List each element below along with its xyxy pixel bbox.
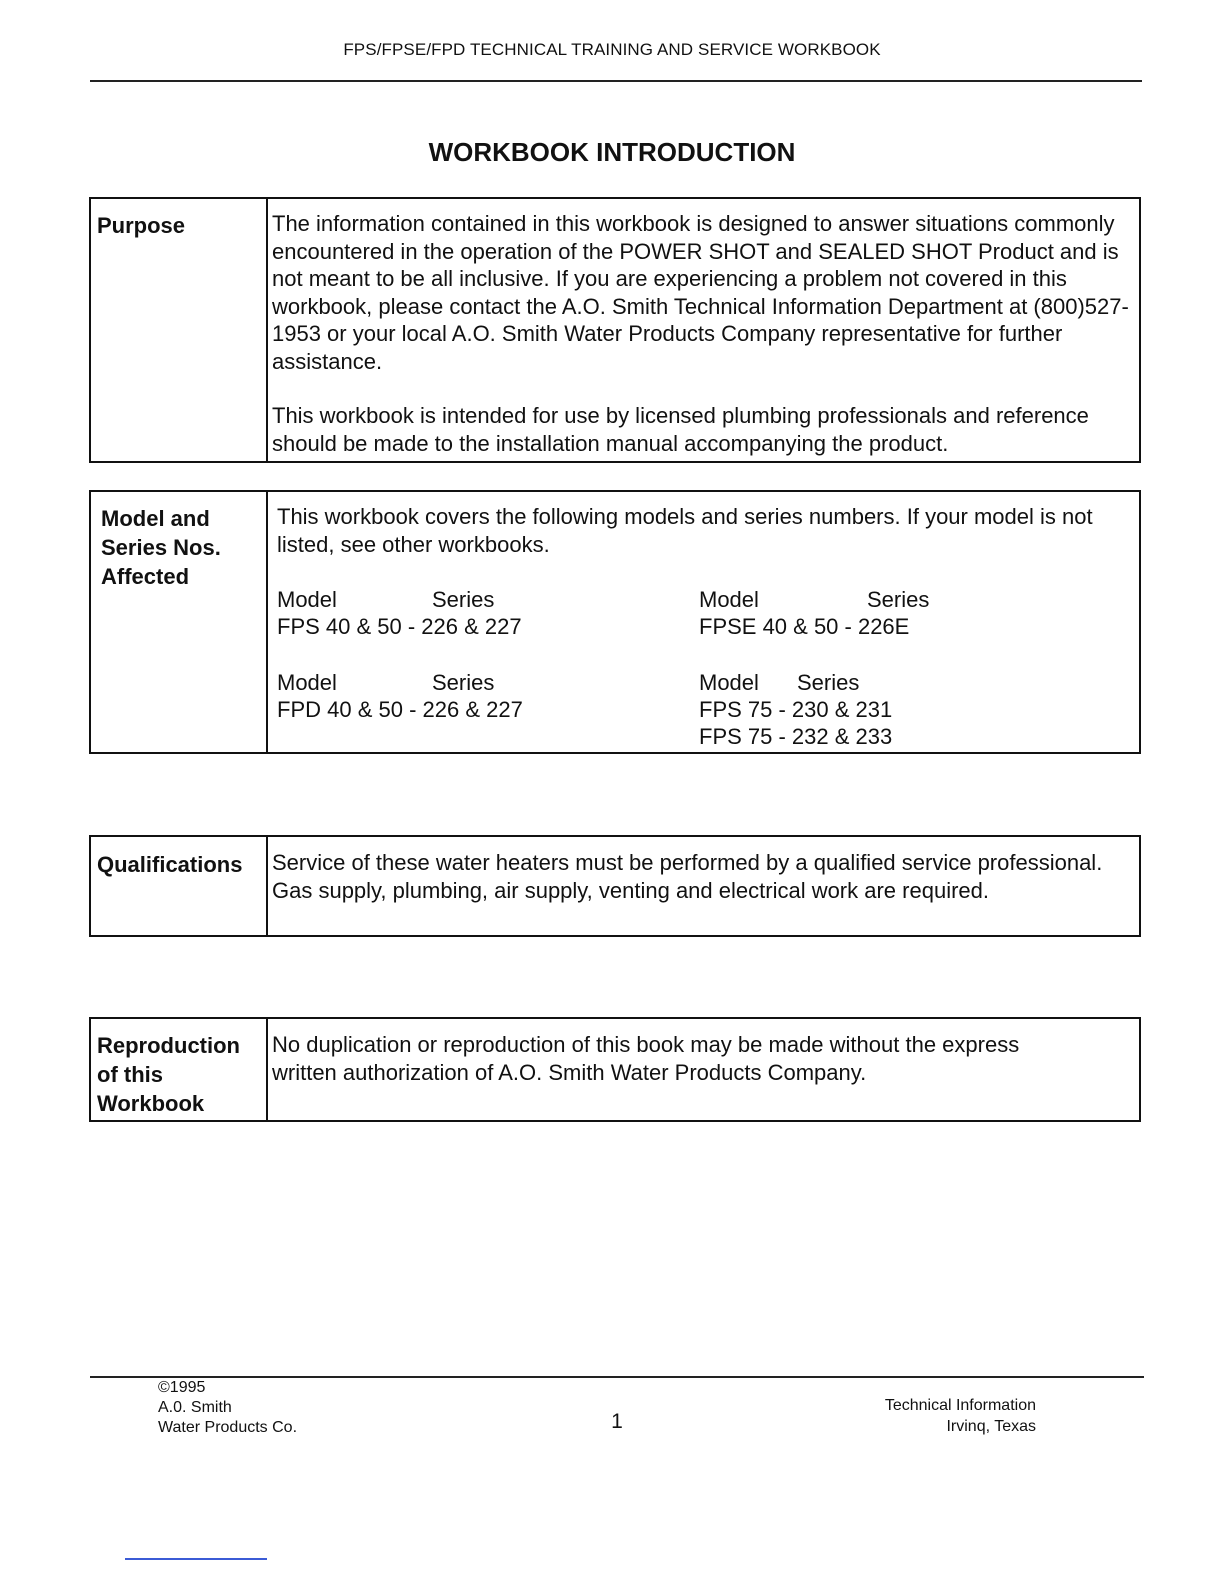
model-group bbox=[699, 586, 929, 640]
purpose-section bbox=[89, 197, 1141, 463]
footer-right-line: Irvinq, Texas bbox=[946, 1418, 1036, 1435]
models-label bbox=[101, 504, 221, 591]
model-group bbox=[277, 586, 522, 640]
qualifications-content bbox=[272, 849, 1109, 904]
page-number: 1 bbox=[611, 1410, 623, 1433]
models-intro-text: This workbook covers the following models and series numbers. If your model is not listed, see other workbooks. bbox=[277, 504, 1093, 557]
footer-department bbox=[885, 1395, 1036, 1437]
reproduction-content bbox=[272, 1031, 1079, 1086]
series-heading: Series bbox=[797, 670, 860, 695]
model-series-line: FPSE 40 & 50 - 226E bbox=[699, 614, 910, 639]
footer-left-line: Water Products Co. bbox=[158, 1419, 298, 1436]
purpose-content bbox=[272, 210, 1133, 457]
models-label-line: Model and bbox=[101, 506, 210, 531]
reproduction-label-line: Workbook bbox=[97, 1091, 205, 1116]
footer-left-line: A.0. Smith bbox=[158, 1399, 232, 1416]
model-heading: Model bbox=[699, 670, 759, 695]
models-intro bbox=[277, 503, 1125, 558]
model-group bbox=[699, 669, 892, 750]
model-series-line: FPD 40 & 50 - 226 & 227 bbox=[277, 697, 523, 722]
purpose-label-cell bbox=[91, 199, 268, 461]
qualifications-label: Qualifications bbox=[97, 852, 243, 877]
purpose-paragraph-2: This workbook is intended for use by licensed plumbing professionals and reference should be made to the installation manual accompanying the product. bbox=[272, 403, 1089, 456]
model-series-line: FPS 75 - 230 & 231 bbox=[699, 697, 893, 722]
models-label-line: Series Nos. bbox=[101, 535, 221, 560]
reproduction-label-line: Reproduction bbox=[97, 1033, 240, 1058]
footer-left-line: ©1995 bbox=[158, 1379, 206, 1396]
models-label-cell bbox=[91, 492, 268, 752]
reproduction-label bbox=[97, 1031, 240, 1118]
reproduction-text: No duplication or reproduction of this book may be made without the express written authorization of A.O. Smith Water Products Company. bbox=[272, 1032, 1020, 1085]
model-group bbox=[277, 669, 523, 723]
model-series-line: FPS 40 & 50 - 226 & 227 bbox=[277, 614, 522, 639]
scan-edge-mark bbox=[125, 1558, 267, 1560]
model-series-line: FPS 75 - 232 & 233 bbox=[699, 724, 893, 749]
model-heading: Model bbox=[277, 587, 337, 612]
purpose-label: Purpose bbox=[97, 213, 186, 238]
reproduction-label-cell bbox=[91, 1019, 268, 1120]
footer-right-line: Technical Information bbox=[884, 1397, 1036, 1414]
header-divider bbox=[90, 80, 1142, 82]
series-heading: Series bbox=[432, 587, 495, 612]
series-heading: Series bbox=[867, 587, 930, 612]
qualifications-label-cell bbox=[91, 837, 268, 935]
models-label-line: Affected bbox=[101, 564, 190, 589]
purpose-paragraph-1: The information contained in this workbook is designed to answer situations commonly encountered in the operation of the POWER SHOT and SEALED SHOT Product and is not meant to be all inclusive. If you are experiencing a problem not covered in this workbook, please contact the A.O. Smith Technical Information Department at (800)527-1953 or your local A.O. Smith Water Products Company representative for further assistance. bbox=[272, 211, 1129, 374]
model-heading: Model bbox=[277, 670, 337, 695]
qualifications-text: Service of these water heaters must be performed by a qualified service professional. Gas supply, plumbing, air supply, venting and electrical work are required. bbox=[272, 850, 1103, 903]
model-heading: Model bbox=[699, 587, 759, 612]
series-heading: Series bbox=[432, 670, 495, 695]
models-section bbox=[89, 490, 1141, 754]
reproduction-section bbox=[89, 1017, 1141, 1122]
reproduction-label-line: of this bbox=[97, 1062, 163, 1087]
page-title: WORKBOOK INTRODUCTION bbox=[428, 137, 796, 167]
qualifications-section bbox=[89, 835, 1141, 937]
running-header: FPS/FPSE/FPD TECHNICAL TRAINING AND SERVICE WORKBOOK bbox=[343, 40, 881, 59]
